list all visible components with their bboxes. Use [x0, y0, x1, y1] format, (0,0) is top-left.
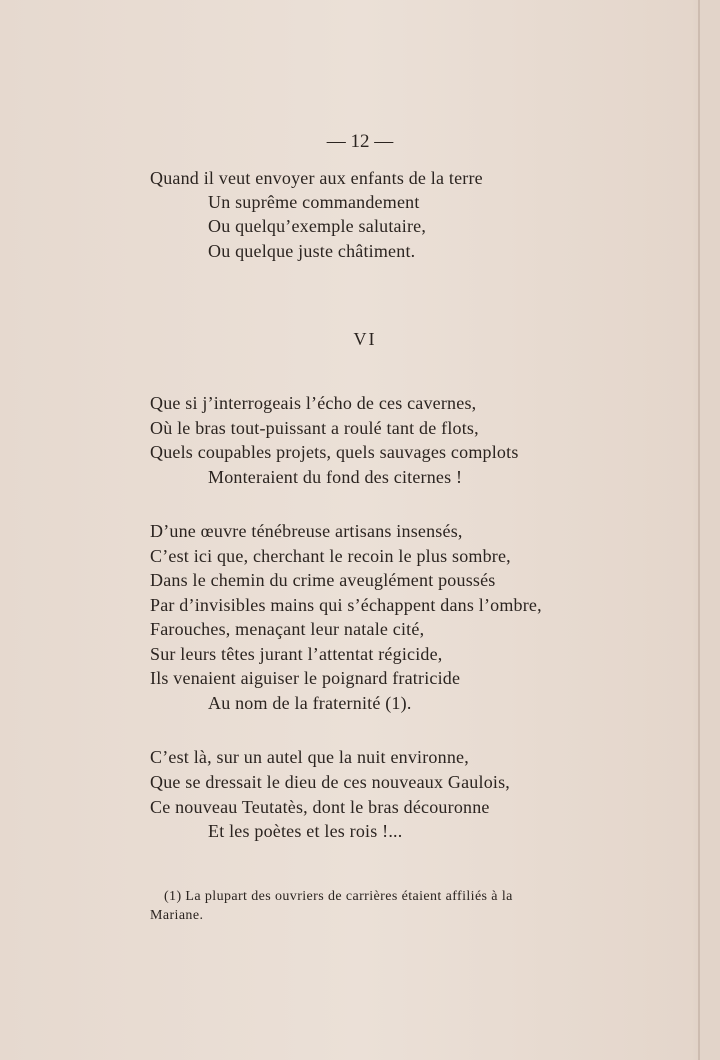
verse-line: Par d’invisibles mains qui s’échappent dans l’ombre,	[150, 595, 542, 615]
page-edge-line	[698, 0, 700, 1060]
verse-line: Ce nouveau Teutatès, dont le bras découronne	[150, 797, 490, 817]
verse-line: Où le bras tout-puissant a roulé tant de flots,	[150, 418, 479, 438]
verse-line: Un suprême commandement	[208, 192, 420, 212]
verse-line: Quand il veut envoyer aux enfants de la terre	[150, 168, 483, 188]
verse-line: C’est là, sur un autel que la nuit environne,	[150, 747, 469, 767]
verse-line: Ou quelqu’exemple salutaire,	[208, 216, 427, 236]
verse-line: Que si j’interrogeais l’écho de ces cavernes,	[150, 393, 477, 413]
verse-line: Au nom de la fraternité (1).	[208, 693, 412, 713]
verse-line: Farouches, menaçant leur natale cité,	[150, 619, 425, 639]
verse-line: Ou quelque juste châtiment.	[208, 241, 416, 261]
verse-line: C’est ici que, cherchant le recoin le plus sombre,	[150, 546, 511, 566]
verse-line: Quels coupables projets, quels sauvages complots	[150, 442, 519, 462]
verse-line: D’une œuvre ténébreuse artisans insensés,	[150, 521, 463, 541]
page-edge	[700, 0, 720, 1060]
footnote-line: (1) La plupart des ouvriers de carrières étaient affiliés à la	[164, 889, 513, 904]
verse-line: Que se dressait le dieu de ces nouveaux Gaulois,	[150, 772, 510, 792]
verse-line: Et les poètes et les rois !...	[208, 821, 403, 841]
page-number: — 12 —	[326, 131, 394, 152]
footnote-line: Mariane.	[150, 908, 204, 923]
verse-line: Ils venaient aiguiser le poignard fratricide	[150, 668, 461, 688]
verse-line: Sur leurs têtes jurant l’attentat régicide,	[150, 644, 443, 664]
verse-line: Monteraient du fond des citernes !	[208, 467, 463, 487]
section-title: VI	[353, 329, 377, 349]
verse-line: Dans le chemin du crime aveuglément poussés	[150, 570, 496, 590]
